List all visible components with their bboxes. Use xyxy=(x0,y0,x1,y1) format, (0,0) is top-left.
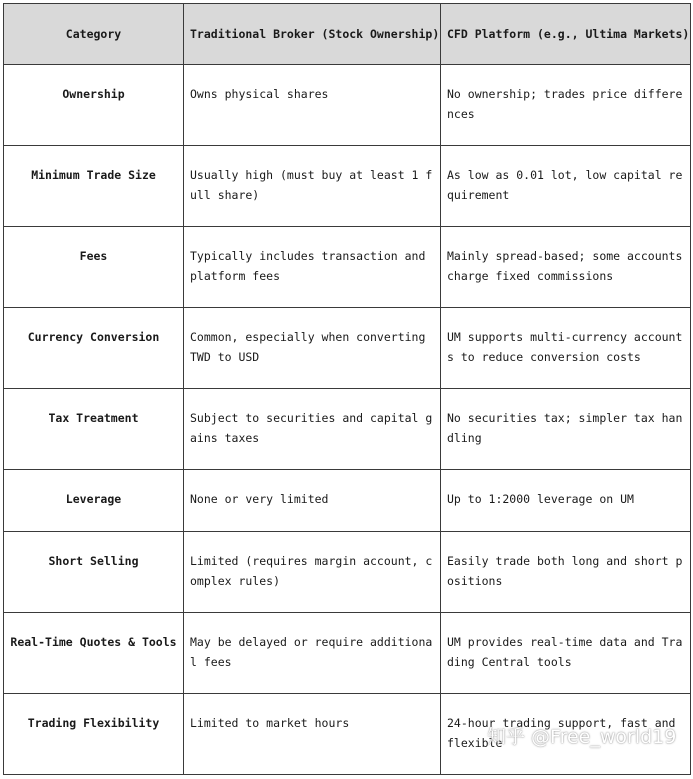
cfd-cell: UM provides real-time data and Trading Central tools xyxy=(441,613,691,694)
comparison-table xyxy=(3,3,691,775)
traditional-cell: Limited (requires margin account, complex rules) xyxy=(184,532,441,613)
table-row xyxy=(4,613,691,694)
traditional-cell: Owns physical shares xyxy=(184,65,441,146)
table-row xyxy=(4,65,691,146)
category-cell: Minimum Trade Size xyxy=(4,146,184,227)
cfd-cell: UM supports multi-currency accounts to reduce conversion costs xyxy=(441,308,691,389)
traditional-cell: Subject to securities and capital gains taxes xyxy=(184,389,441,470)
category-cell: Fees xyxy=(4,227,184,308)
traditional-cell: May be delayed or require additional fees xyxy=(184,613,441,694)
cfd-cell: 24-hour trading support, fast and flexible xyxy=(441,694,691,775)
category-cell: Trading Flexibility xyxy=(4,694,184,775)
cfd-cell: As low as 0.01 lot, low capital requirement xyxy=(441,146,691,227)
traditional-cell: Typically includes transaction and platform fees xyxy=(184,227,441,308)
category-cell: Ownership xyxy=(4,65,184,146)
traditional-cell: Common, especially when converting TWD to USD xyxy=(184,308,441,389)
category-cell: Leverage xyxy=(4,470,184,532)
cfd-cell: Easily trade both long and short positions xyxy=(441,532,691,613)
category-cell: Real-Time Quotes & Tools xyxy=(4,613,184,694)
traditional-cell: Limited to market hours xyxy=(184,694,441,775)
watermark-text: 知乎 @Free_world19 xyxy=(487,726,677,748)
header-category: Category xyxy=(4,4,184,65)
header-row xyxy=(4,4,691,65)
cfd-cell: Mainly spread-based; some accounts charge fixed commissions xyxy=(441,227,691,308)
table-row xyxy=(4,308,691,389)
cfd-cell: No securities tax; simpler tax handling xyxy=(441,389,691,470)
table-row xyxy=(4,694,691,775)
category-cell: Short Selling xyxy=(4,532,184,613)
table-row xyxy=(4,470,691,532)
traditional-cell: None or very limited xyxy=(184,470,441,532)
header-cfd-platform: CFD Platform (e.g., Ultima Markets) xyxy=(441,4,691,65)
category-cell: Tax Treatment xyxy=(4,389,184,470)
cfd-cell: Up to 1:2000 leverage on UM xyxy=(441,470,691,532)
table-row xyxy=(4,389,691,470)
table-row xyxy=(4,227,691,308)
header-traditional-broker: Traditional Broker (Stock Ownership) xyxy=(184,4,441,65)
table-row xyxy=(4,146,691,227)
category-cell: Currency Conversion xyxy=(4,308,184,389)
cfd-cell: No ownership; trades price differences xyxy=(441,65,691,146)
table-row xyxy=(4,532,691,613)
traditional-cell: Usually high (must buy at least 1 full share) xyxy=(184,146,441,227)
